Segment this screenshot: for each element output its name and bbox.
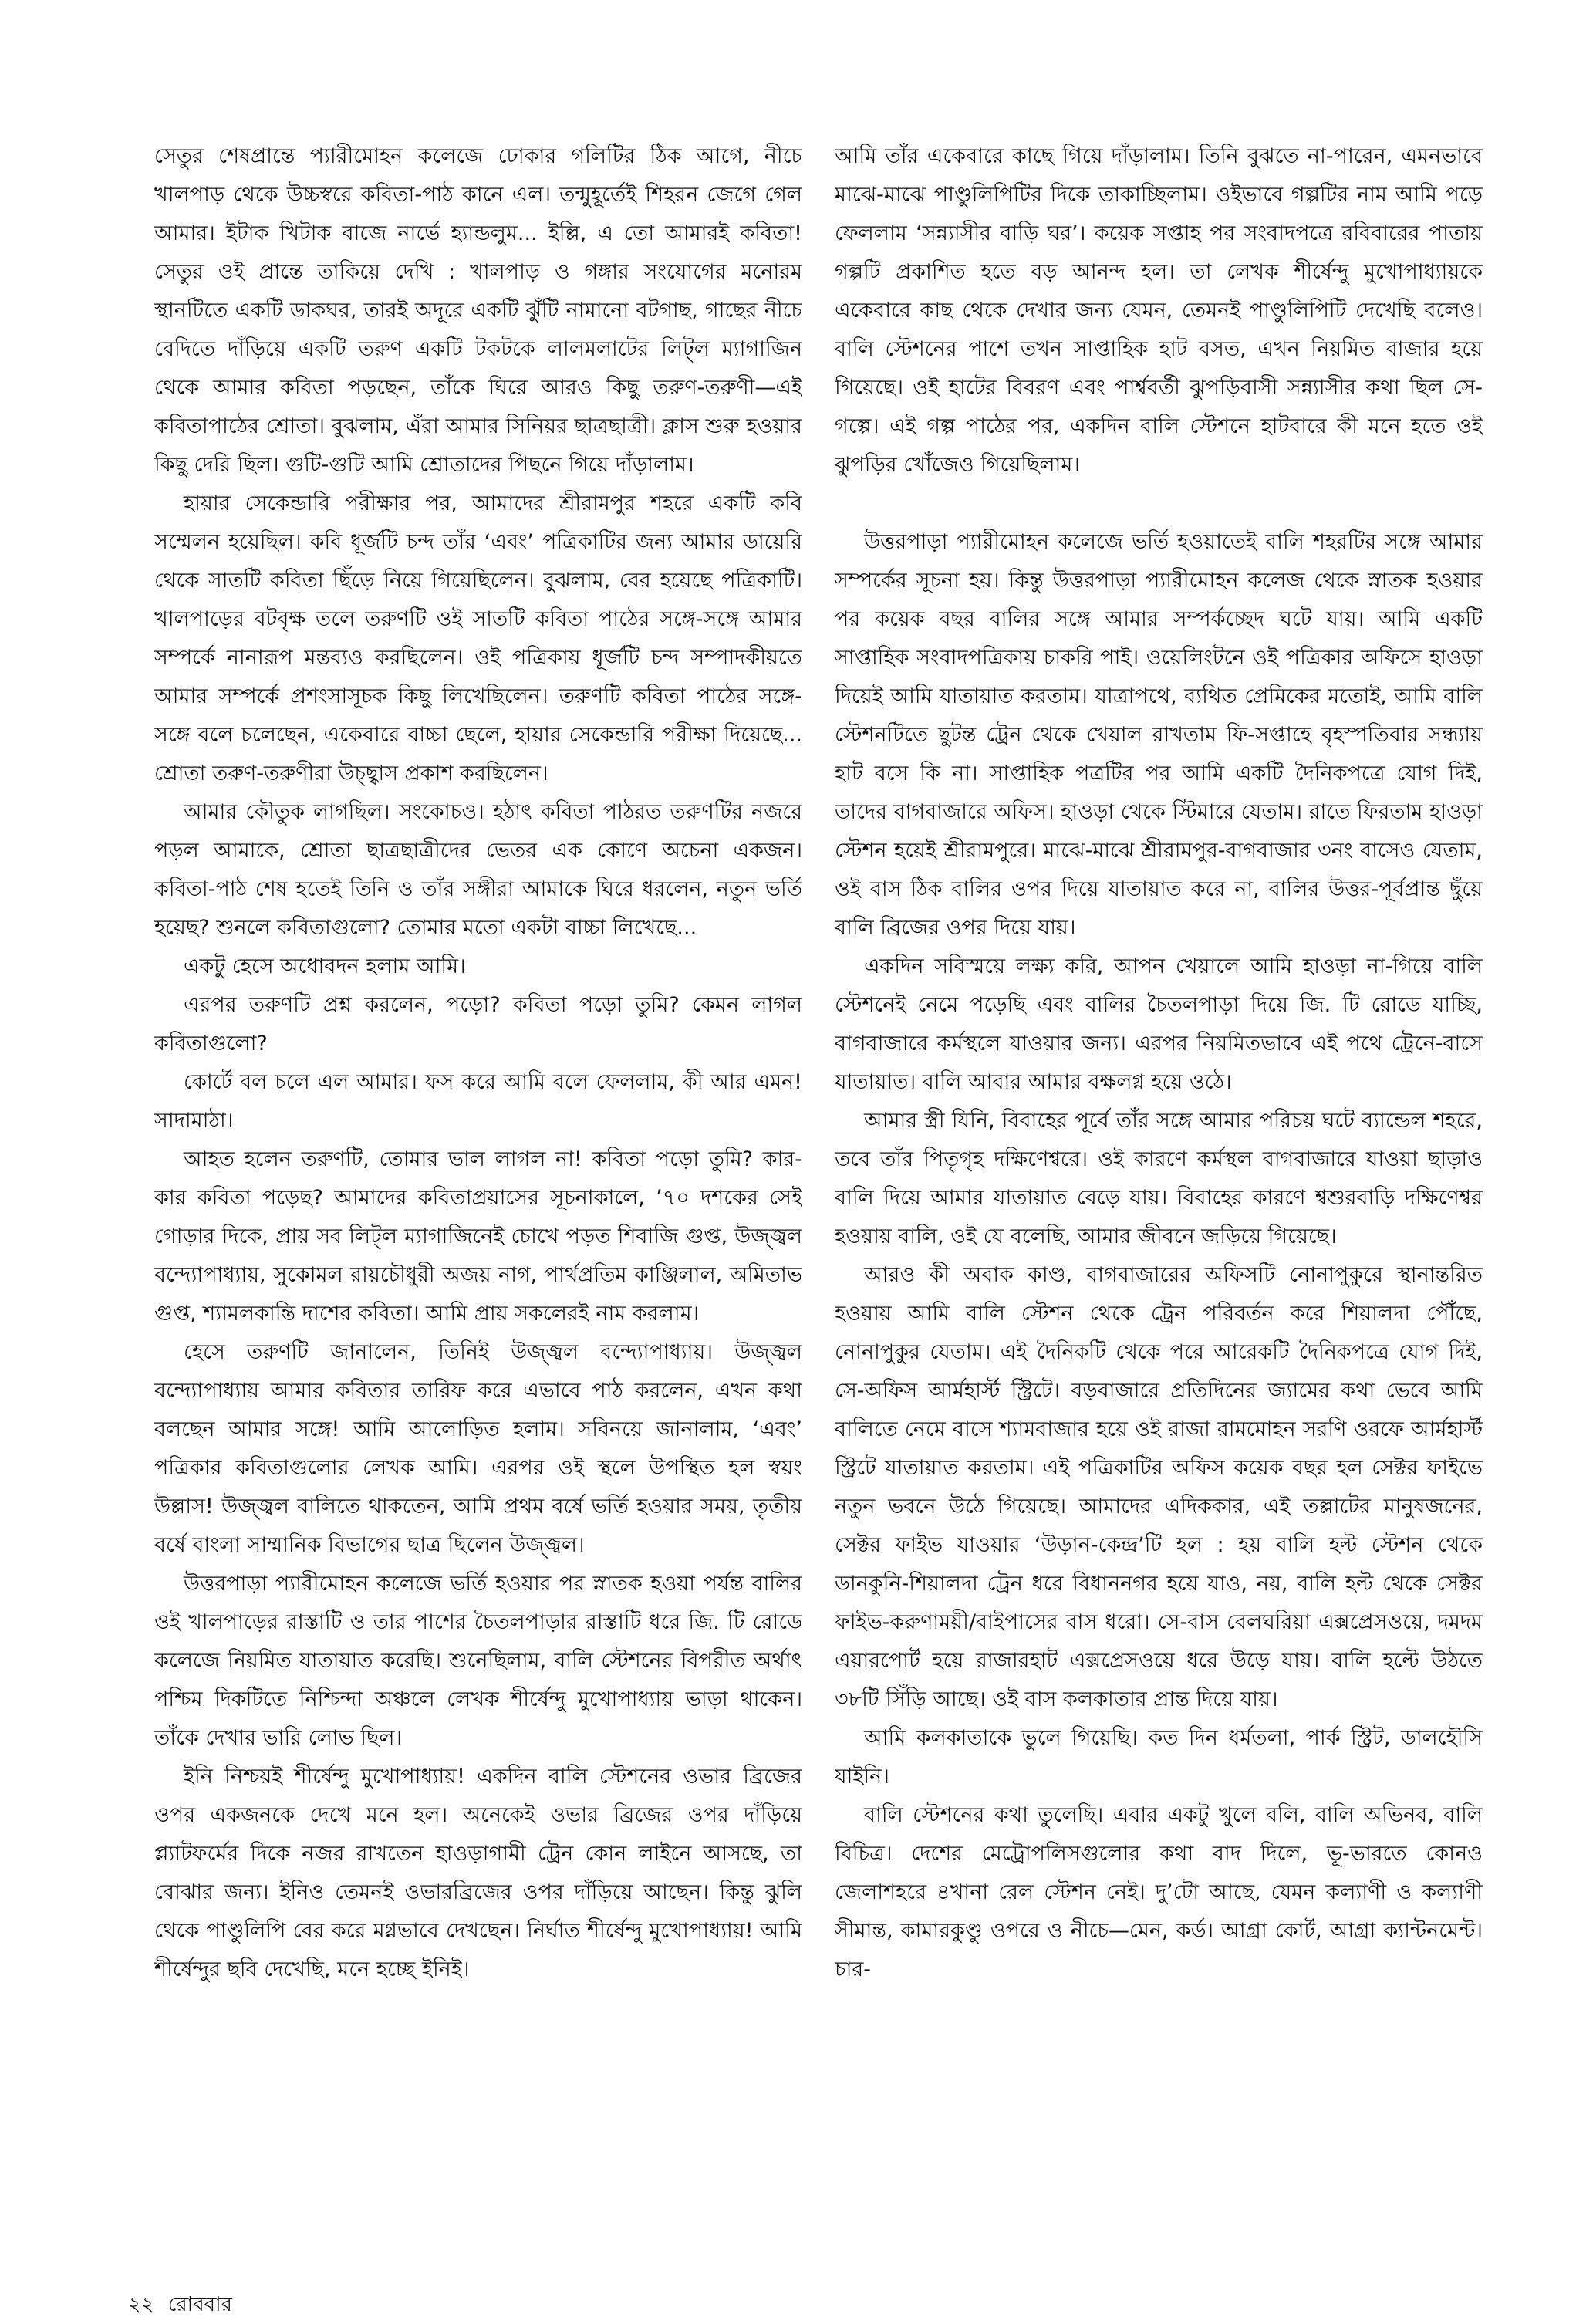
body-paragraph: আমি কলকাতাকে ভুলে গিয়েছি। কত দিন ধর্মতলা, পার্ক স্ট্রিট, ডালহৌসি যাইনি। [835,1726,1483,1789]
publication-name: রোববার [167,2293,232,2316]
body-paragraph: বালি স্টেশনের কথা তুলেছি। এবার একটু খুলে বলি, বালি অভিনব, বালি বিচিত্র। দেশের মেট্রোপলিসগুলোর কথা বাদ দিলে, ভূ-ভারতে কোনও জেলাশহরে ৪খানা রেল স্টেশন নেই। দু’টো আছে, যেমন কল্যাণী ও কল্যাণী সীমান্ত, কামারকুণ্ডু ওপরে ও নীচে—মেন, কর্ড। আগ্রা কোর্ট, আগ্রা ক্যান্টনমেন্ট। চার- [835,1803,1483,1981]
left-text-column [154,137,802,2298]
body-paragraph: একদিন সবিস্ময়ে লক্ষ্য করি, আপন খেয়ালে আমি হাওড়া না-গিয়ে বালি স্টেশনেই নেমে পড়েছি এবং বালির চৈতলপাড়া দিয়ে জি. টি রোডে যাচ্ছি, বাগবাজারে কর্মস্থলে যাওয়ার জন্য। এরপর নিয়মিতভাবে এই পথে ট্রেনে-বাসে যাতায়াত। বালি আবার আমার বক্ষলগ্ন হয়ে ওঠে। [835,954,1483,1094]
body-paragraph: সেতুর শেষপ্রান্তে প্যারীমোহন কলেজে ঢোকার গলিটির ঠিক আগে, নীচে খালপাড় থেকে উচ্চস্বরে কবিতা-পাঠ কানে এল। তন্মুহূর্তেই শিহরন জেগে গেল আমার। ইটাক খিটাক বাজে নার্ভে হ্যান্ডলুম... ইল্লি, এ তো আমারই কবিতা! সেতুর ওই প্রান্তে তাকিয়ে দেখি : খালপাড় ও গঙ্গার সংযোগের মনোরম স্থানটিতে একটি ডাকঘর, তারই অদূরে একটি ঝুঁটি নামানো বটগাছ, গাছের নীচে বেদিতে দাঁড়িয়ে একটি তরুণ একটি টকটকে লালমলাটের লিট্‌ল ম্যাগাজিন থেকে আমার কবিতা পড়ছেন, তাঁকে ঘিরে আরও কিছু তরুণ-তরুণী—এই কবিতাপাঠের শ্রোতা। বুঝলাম, এঁরা আমার সিনিয়র ছাত্রছাত্রী। ক্লাস শুরু হওয়ার কিছু দেরি ছিল। গুটি-গুটি আমি শ্রোতাদের পিছনে গিয়ে দাঁড়ালাম। [154,144,802,477]
body-paragraph: হায়ার সেকেন্ডারি পরীক্ষার পর, আমাদের শ্রীরামপুর শহরে একটি কবি সম্মেলন হয়েছিল। কবি ধূর্জটি চন্দ তাঁর ‘এবং’ পত্রিকাটির জন্য আমার ডায়েরি থেকে সাতটি কবিতা ছিঁড়ে নিয়ে গিয়েছিলেন। বুঝলাম, বের হয়েছে পত্রিকাটি। খালপাড়ের বটবৃক্ষ তলে তরুণটি ওই সাতটি কবিতা পাঠের সঙ্গে-সঙ্গে আমার সম্পর্কে নানারূপ মন্তব্যও করছিলেন। ওই পত্রিকায় ধূর্জটি চন্দ সম্পাদকীয়তে আমার সম্পর্কে প্রশংসাসূচক কিছু লিখেছিলেন। তরুণটি কবিতা পাঠের সঙ্গে-সঙ্গে বলে চলেছেন, একেবারে বাচ্চা ছেলে, হায়ার সেকেন্ডারি পরীক্ষা দিয়েছে... শ্রোতা তরুণ-তরুণীরা উচ্ছ্বাস প্রকাশ করছিলেন। [154,491,802,785]
page-number: ২২ [128,2293,154,2316]
body-paragraph: উত্তরপাড়া প্যারীমোহন কলেজে ভর্তি হওয়াতেই বালি শহরটির সঙ্গে আমার সম্পর্কের সূচনা হয়। কিন্তু উত্তরপাড়া প্যারীমোহন কলেজ থেকে স্নাতক হওয়ার পর কয়েক বছর বালির সঙ্গে আমার সম্পর্কচ্ছেদ ঘটে যায়। আমি একটি সাপ্তাহিক সংবাদপত্রিকায় চাকরি পাই। ওয়েলিংটনে ওই পত্রিকার অফিসে হাওড়া দিয়েই আমি যাতায়াত করতাম। যাত্রাপথে, ব্যথিত প্রেমিকের মতোই, আমি বালি স্টেশনটিতে ছুটন্ত ট্রেন থেকে খেয়াল রাখতাম ফি-সপ্তাহে বৃহস্পতিবার সন্ধ্যায় হাট বসে কি না। সাপ্তাহিক পত্রটির পর আমি একটি দৈনিকপত্রে যোগ দিই, তাদের বাগবাজারে অফিস। হাওড়া থেকে স্টিমারে যেতাম। রাতে ফিরতাম হাওড়া স্টেশন হয়েই শ্রীরামপুরে। মাঝে-মাঝে শ্রীরামপুর-বাগবাজার ৩নং বাসেও যেতাম, ওই বাস ঠিক বালির ওপর দিয়ে যাতায়াত করে না, বালির উত্তর-পূর্বপ্রান্ত ছুঁয়ে বালি ব্রিজের ওপর দিয়ে যায়। [835,530,1483,940]
body-paragraph: উত্তরপাড়া প্যারীমোহন কলেজে ভর্তি হওয়ার পর স্নাতক হওয়া পর্যন্ত বালির ওই খালপাড়ের রাস্তাটি ও তার পাশের চৈতলপাড়ার রাস্তাটি ধরে জি. টি রোডে কলেজে নিয়মিত যাতায়াত করেছি। শুনেছিলাম, বালি স্টেশনের বিপরীত অর্থাৎ পশ্চিম দিকটিতে নিশ্চিন্দা অঞ্চলে লেখক শীর্ষেন্দু মুখোপাধ্যায় ভাড়া থাকেন। তাঁকে দেখার ভারি লোভ ছিল। [154,1572,802,1750]
page-footer [128,2289,232,2322]
body-paragraph: একটু হেসে অধোবদন হলাম আমি। [184,954,466,978]
body-paragraph: হেসে তরুণটি জানালেন, তিনিই উজ্জ্বল বন্দ্যোপাধ্যায়। উজ্জ্বল বন্দ্যোপাধ্যায় আমার কবিতার তারিফ করে এভাবে পাঠ করলেন, এখন কথা বলছেন আমার সঙ্গে! আমি আলোড়িত হলাম। সবিনয়ে জানালাম, ‘এবং’ পত্রিকার কবিতাগুলোর লেখক আমি। এরপর ওই স্থলে উপস্থিত হল স্বয়ং উল্লাস! উজ্জ্বল বালিতে থাকতেন, আমি প্রথম বর্ষে ভর্তি হওয়ার সময়, তৃতীয় বর্ষে বাংলা সাম্মানিক বিভাগের ছাত্র ছিলেন উজ্জ্বল। [154,1340,802,1557]
body-paragraph: ইনি নিশ্চয়ই শীর্ষেন্দু মুখোপাধ্যায়! একদিন বালি স্টেশনের ওভার ব্রিজের ওপর একজনকে দেখে মনে হল। অনেকেই ওভার ব্রিজের ওপর দাঁড়িয়ে প্ল্যাটফর্মের দিকে নজর রাখতেন হাওড়াগামী ট্রেন কোন লাইনে আসছে, তা বোঝার জন্য। ইনিও তেমনই ওভারব্রিজের ওপর দাঁড়িয়ে আছেন। কিন্তু ঝুলি থেকে পাণ্ডুলিপি বের করে মগ্নভাবে দেখছেন। নির্ঘাত শীর্ষেন্দু মুখোপাধ্যায়! আমি শীর্ষেন্দুর ছবি দেখেছি, মনে হচ্ছে ইনিই। [154,1765,802,1981]
body-paragraph: এরপর তরুণটি প্রশ্ন করলেন, পড়ো? কবিতা পড়ো তুমি? কেমন লাগল কবিতাগুলো? [154,993,802,1056]
body-paragraph: আহত হলেন তরুণটি, তোমার ভাল লাগল না! কবিতা পড়ো তুমি? কার-কার কবিতা পড়েছ? আমাদের কবিতাপ্রয়াসের সূচনাকালে, ’৭০ দশকের সেই গোড়ার দিকে, প্রায় সব লিট্‌ল ম্যাগাজিনেই চোখে পড়ত শিবাজি গুপ্ত, উজ্জ্বল বন্দ্যোপাধ্যায়, সুকোমল রায়চৌধুরী অজয় নাগ, পার্থপ্রতিম কাঞ্জিলাল, অমিতাভ গুপ্ত, শ্যামলকান্তি দাশের কবিতা। আমি প্রায় সকলেরই নাম করলাম। [154,1147,802,1326]
body-paragraph: আমার কৌতুক লাগছিল। সংকোচও। হঠাৎ কবিতা পাঠরত তরুণটির নজরে পড়ল আমাকে, শ্রোতা ছাত্রছাত্রীদের ভেতর এক কোণে অচেনা একজন। কবিতা-পাঠ শেষ হতেই তিনি ও তাঁর সঙ্গীরা আমাকে ঘিরে ধরলেন, নতুন ভর্তি হয়েছ? শুনলে কবিতাগুলো? তোমার মতো একটা বাচ্চা লিখেছে... [154,800,802,940]
right-text-column [835,137,1483,2313]
body-paragraph: কোর্টে বল চলে এল আমার। ফস করে আমি বলে ফেললাম, কী আর এমন! সাদামাঠা। [154,1070,802,1133]
body-paragraph: আরও কী অবাক কাণ্ড, বাগবাজারের অফিসটি নোনাপুকুরে স্থানান্তরিত হওয়ায় আমি বালি স্টেশন থেকে ট্রেন পরিবর্তন করে শিয়ালদা পৌঁছে, নোনাপুকুর যেতাম। এই দৈনিকটি থেকে পরে আরেকটি দৈনিকপত্রে যোগ দিই, সে-অফিস আর্মহার্স্ট স্ট্রিটে। বড়বাজারে প্রতিদিনের জ্যামের কথা ভেবে আমি বালিতে নেমে বাসে শ্যামবাজার হয়ে ওই রাজা রামমোহন সরণি ওরফে আর্মহার্স্ট স্ট্রিটে যাতায়াত করতাম। এই পত্রিকাটির অফিস কয়েক বছর হল সেক্টর ফাইভে নতুন ভবনে উঠে গিয়েছে। আমাদের এদিককার, এই তল্লাটের মানুষজনের, সেক্টর ফাইভ যাওয়ার ‘উড়ান-কেন্দ্র’টি হল : হয় বালি হল্ট স্টেশন থেকে ডানকুনি-শিয়ালদা ট্রেন ধরে বিধাননগর হয়ে যাও, নয়, বালি হল্ট থেকে সেক্টর ফাইভ-করুণাময়ী/বাইপাসের বাস ধরো। সে-বাস বেলঘরিয়া এক্সপ্রেসওয়ে, দমদম এয়ারপোর্ট হয়ে রাজারহাট এক্সপ্রেসওয়ে ধরে উড়ে যায়। বালি হল্টে উঠতে ৩৮টি সিঁড়ি আছে। ওই বাস কলকাতার প্রান্ত দিয়ে যায়। [835,1263,1483,1711]
body-paragraph: আমি তাঁর একেবারে কাছে গিয়ে দাঁড়ালাম। তিনি বুঝতে না-পারেন, এমনভাবে মাঝে-মাঝে পাণ্ডুলিপিটির দিকে তাকাচ্ছিলাম। ওইভাবে গল্পটির নাম আমি পড়ে ফেললাম ‘সন্ন্যাসীর বাড়ি ঘর’। কয়েক সপ্তাহ পর সংবাদপত্রে রবিবারের পাতায় গল্পটি প্রকাশিত হতে বড় আনন্দ হল। তা লেখক শীর্ষেন্দু মুখোপাধ্যায়কে একেবারে কাছ থেকে দেখার জন্য যেমন, তেমনই পাণ্ডুলিপিটি দেখেছি বলেও। বালি স্টেশনের পাশে তখন সাপ্তাহিক হাট বসত, এখন নিয়মিত বাজার হয়ে গিয়েছে। ওই হাটের বিবরণ এবং পার্শ্ববর্তী ঝুপড়িবাসী সন্ন্যাসীর কথা ছিল সে-গল্পে। এই গল্প পাঠের পর, একদিন বালি স্টেশনে হাটবারে কী মনে হতে ওই ঝুপড়ির খোঁজেও গিয়েছিলাম। [835,144,1483,477]
body-paragraph: আমার স্ত্রী যিনি, বিবাহের পূর্বে তাঁর সঙ্গে আমার পরিচয় ঘটে ব্যান্ডেল শহরে, তবে তাঁর পিতৃগৃহ দক্ষিণেশ্বরে। ওই কারণে কর্মস্থল বাগবাজারে যাওয়া ছাড়াও বালি দিয়ে আমার যাতায়াত বেড়ে যায়। বিবাহের কারণে শ্বশুরবাড়ি দক্ষিণেশ্বর হওয়ায় বালি, ওই যে বলেছি, আমার জীবনে জড়িয়ে গিয়েছে। [835,1109,1483,1248]
